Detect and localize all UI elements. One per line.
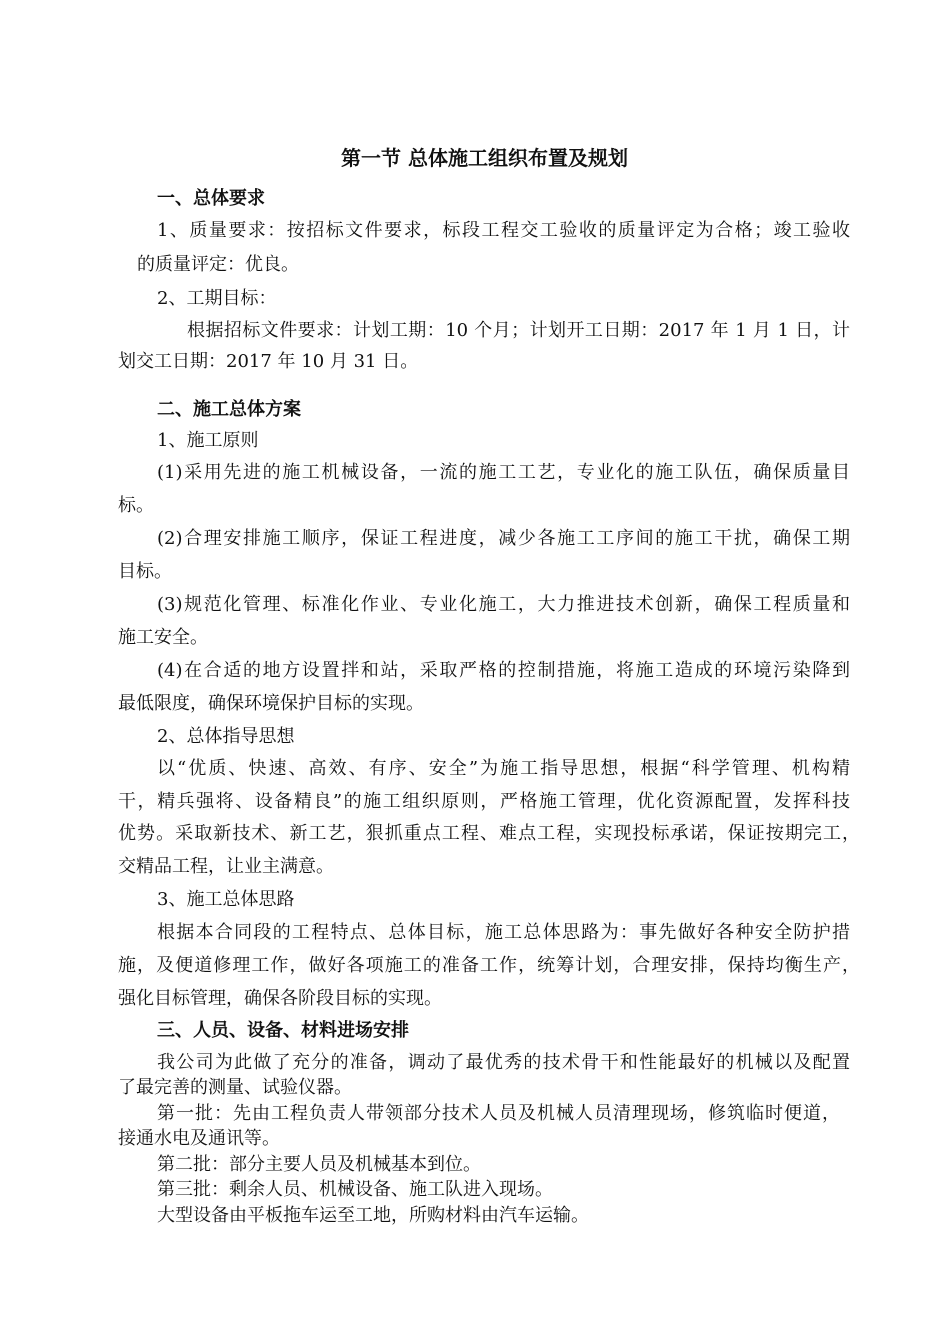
overall-idea-label: 3、施工总体思路 (157, 889, 295, 910)
page-title: 第一节 总体施工组织布置及规划 (341, 146, 628, 170)
construction-principle-label: 1、施工原则 (157, 430, 259, 451)
section-2-heading: 二、施工总体方案 (157, 399, 301, 420)
principle-1-line-1: (1)采用先进的施工机械设备，一流的施工工艺，专业化的施工队伍，确保质量目 (157, 462, 850, 483)
preparation-intro-line-1: 我公司为此做了充分的准备，调动了最优秀的技术骨干和性能最好的机械以及配置 (157, 1052, 850, 1073)
period-target-line-2: 划交工日期：2017 年 10 月 31 日。 (118, 351, 419, 372)
overall-idea-line-2: 施，及便道修理工作，做好各项施工的准备工作，统筹计划，合理安排，保持均衡生产， (118, 955, 860, 976)
period-target-line-1: 根据招标文件要求：计划工期：10 个月；计划开工日期：2017 年 1 月 1 日，计 (187, 320, 850, 341)
quality-requirement-line-1: 1、质量要求：按招标文件要求，标段工程交工验收的质量评定为合格；竣工验收 (157, 220, 850, 241)
principle-2-line-2: 目标。 (118, 561, 172, 582)
preparation-intro-line-2: 了最完善的测量、试验仪器。 (118, 1077, 352, 1098)
principle-3-line-2: 施工安全。 (118, 627, 208, 648)
guiding-thought-line-3: 优势。采取新技术、新工艺，狠抓重点工程、难点工程，实现投标承诺，保证按期完工， (118, 823, 860, 844)
quality-requirement-line-2: 的质量评定：优良。 (137, 254, 299, 275)
guiding-thought-line-2: 干，精兵强将、设备精良”的施工组织原则，严格施工管理，优化资源配置，发挥科技 (118, 791, 850, 812)
section-1-heading: 一、总体要求 (157, 188, 265, 209)
section-3-heading: 三、人员、设备、材料进场安排 (157, 1020, 409, 1041)
first-batch-line-1: 第一批：先由工程负责人带领部分技术人员及机械人员清理现场，修筑临时便道， (157, 1103, 840, 1124)
transport-note: 大型设备由平板拖车运至工地，所购材料由汽车运输。 (157, 1205, 589, 1226)
principle-2-line-1: (2)合理安排施工顺序，保证工程进度，减少各施工工序间的施工干扰，确保工期 (157, 528, 850, 549)
first-batch-line-2: 接通水电及通讯等。 (118, 1128, 280, 1149)
overall-idea-line-1: 根据本合同段的工程特点、总体目标，施工总体思路为：事先做好各种安全防护措 (157, 922, 850, 943)
period-target-label: 2、工期目标： (157, 288, 277, 309)
principle-4-line-2: 最低限度，确保环境保护目标的实现。 (118, 693, 424, 714)
principle-4-line-1: (4)在合适的地方设置拌和站，采取严格的控制措施，将施工造成的环境污染降到 (157, 660, 850, 681)
overall-idea-line-3: 强化目标管理，确保各阶段目标的实现。 (118, 988, 442, 1009)
principle-1-line-2: 标。 (118, 495, 154, 516)
third-batch: 第三批：剩余人员、机械设备、施工队进入现场。 (157, 1179, 553, 1200)
guiding-thought-line-4: 交精品工程，让业主满意。 (118, 856, 334, 877)
guiding-thought-label: 2、总体指导思想 (157, 726, 295, 747)
second-batch: 第二批：部分主要人员及机械基本到位。 (157, 1154, 481, 1175)
guiding-thought-line-1: 以“优质、快速、高效、有序、安全”为施工指导思想，根据“科学管理、机构精 (157, 758, 850, 779)
principle-3-line-1: (3)规范化管理、标准化作业、专业化施工，大力推进技术创新，确保工程质量和 (157, 594, 850, 615)
